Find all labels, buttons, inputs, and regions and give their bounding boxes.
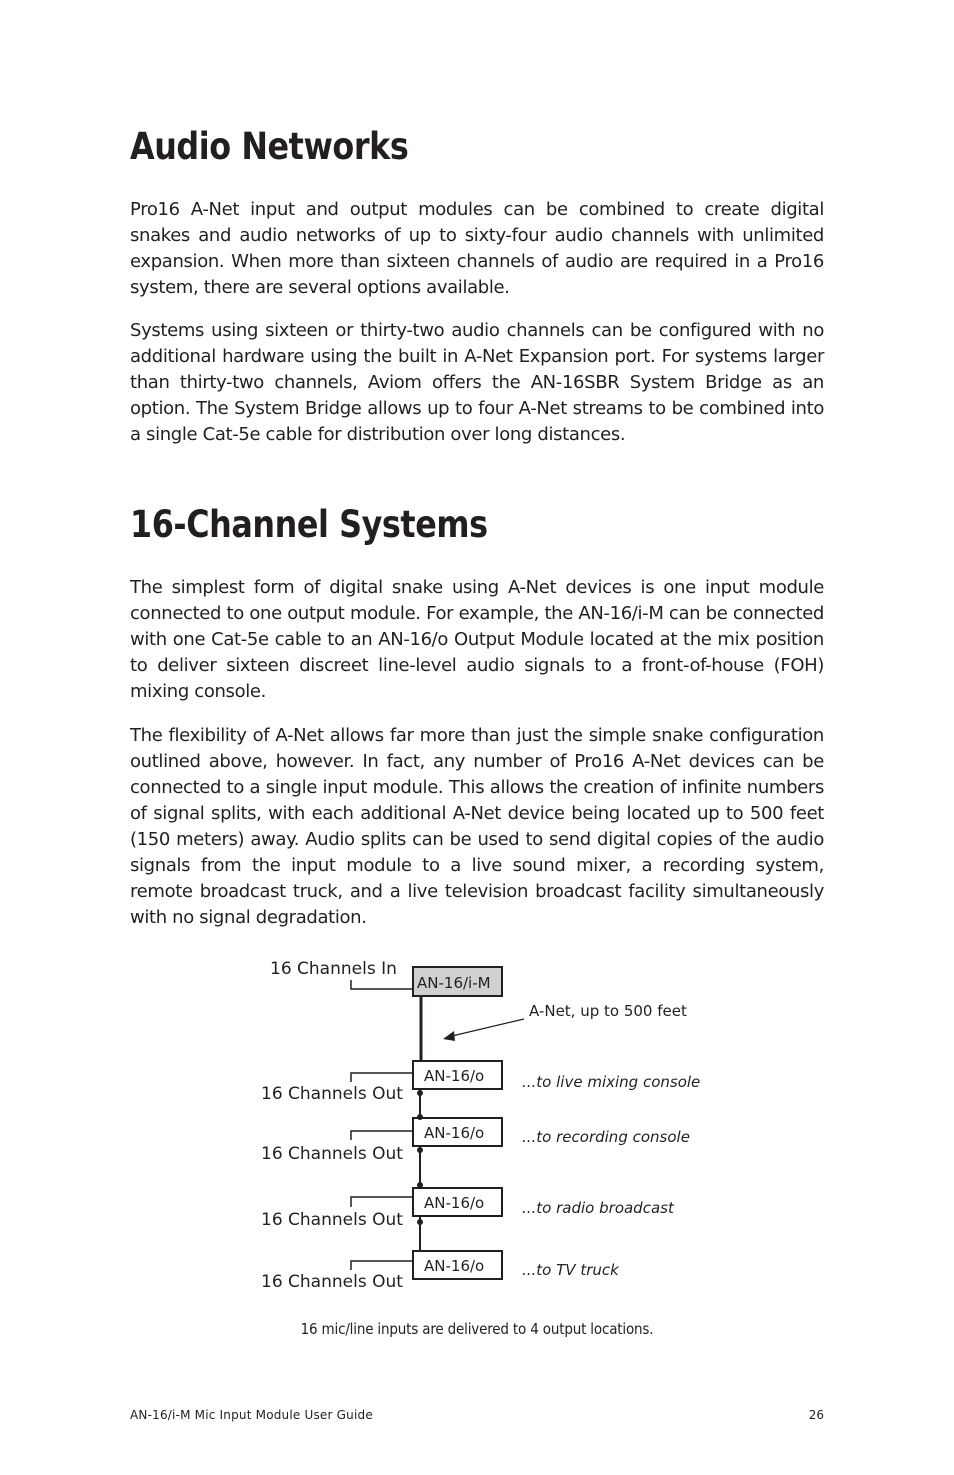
output-module-label-4: AN-16/o [424, 1257, 485, 1275]
figure-caption: 16 mic/line inputs are delivered to 4 output locations. [300, 1320, 654, 1338]
output-lead-line-4 [351, 1261, 413, 1270]
footer-page-number: 26 [808, 1408, 824, 1422]
output-channels-label-3: 16 Channels Out [261, 1210, 403, 1230]
heading-16-channel-systems: 16-Channel Systems [130, 503, 488, 546]
output-channels-label-2: 16 Channels Out [261, 1144, 403, 1164]
output-channels-label-4: 16 Channels Out [261, 1272, 403, 1292]
output-destination-2: ...to recording console [522, 1128, 690, 1146]
output-destination-4: ...to TV truck [522, 1261, 619, 1279]
anet-pointer-arrow [452, 1019, 524, 1036]
paragraph-audio-networks-1: Pro16 A-Net input and output modules can be combined to create digital snakes and audio networks of up to sixty-four audio channels with unlimited expansion. When more than sixteen channels of audio are required in a Pro16 system, there are several options available. [130, 199, 824, 298]
heading-audio-networks: Audio Networks [130, 125, 409, 168]
arrow-head-icon [443, 1031, 455, 1041]
paragraph-audio-networks-2: Systems using sixteen or thirty-two audio channels can be configured with no additional hardware using the built in A-Net Expansion port. For systems larger than thirty-two channels, Aviom offers the AN-16SBR System Bridge as an option. The System Bridge allows up to four A-Net streams to be combined into a single Cat-5e cable for distribution over long distances. [130, 320, 824, 445]
input-lead-line [351, 980, 413, 989]
footer-guide-title: AN-16/i-M Mic Input Module User Guide [130, 1408, 373, 1422]
output-destination-1: ...to live mixing console [522, 1073, 701, 1091]
junction-dot-3 [417, 1147, 423, 1153]
junction-dot-2 [417, 1114, 423, 1120]
output-lead-line-3 [351, 1197, 413, 1207]
output-module-label-2: AN-16/o [424, 1124, 485, 1142]
output-module-label-1: AN-16/o [424, 1067, 485, 1085]
anet-cable-label: A-Net, up to 500 feet [529, 1002, 687, 1020]
paragraph-channel-systems-1: The simplest form of digital snake using A-Net devices is one input module connected to one output module. For example, the AN-16/i-M can be connected with one Cat-5e cable to an AN-16/o Output Module located at the mix position to deliver sixteen discreet line-level audio signals to a front-of-house (FOH) mixing console. [130, 577, 824, 702]
output-lead-line-1 [351, 1073, 413, 1082]
input-module-label: AN-16/i-M [417, 974, 491, 992]
output-destination-3: ...to radio broadcast [522, 1199, 674, 1217]
output-lead-line-2 [351, 1131, 413, 1140]
output-module-label-3: AN-16/o [424, 1194, 485, 1212]
output-channels-label-1: 16 Channels Out [261, 1084, 403, 1104]
junction-dot-4 [417, 1182, 423, 1188]
input-channels-label: 16 Channels In [270, 959, 397, 979]
paragraph-channel-systems-2: The flexibility of A-Net allows far more than just the simple snake configuration outlined above, however. In fact, any number of Pro16 A-Net devices can be connected to a single input module. This allows the creation of infinite numbers of signal splits, with each additional A-Net device being located up to 500 feet (150 meters) away. Audio splits can be used to send digital copies of the audio signals from the input module to a live sound mixer, a recording system, remote broadcast truck, and a live television broadcast facility simultaneously with no signal degradation. [130, 725, 824, 928]
junction-dot-5 [417, 1219, 423, 1225]
junction-dot-1 [417, 1090, 423, 1096]
